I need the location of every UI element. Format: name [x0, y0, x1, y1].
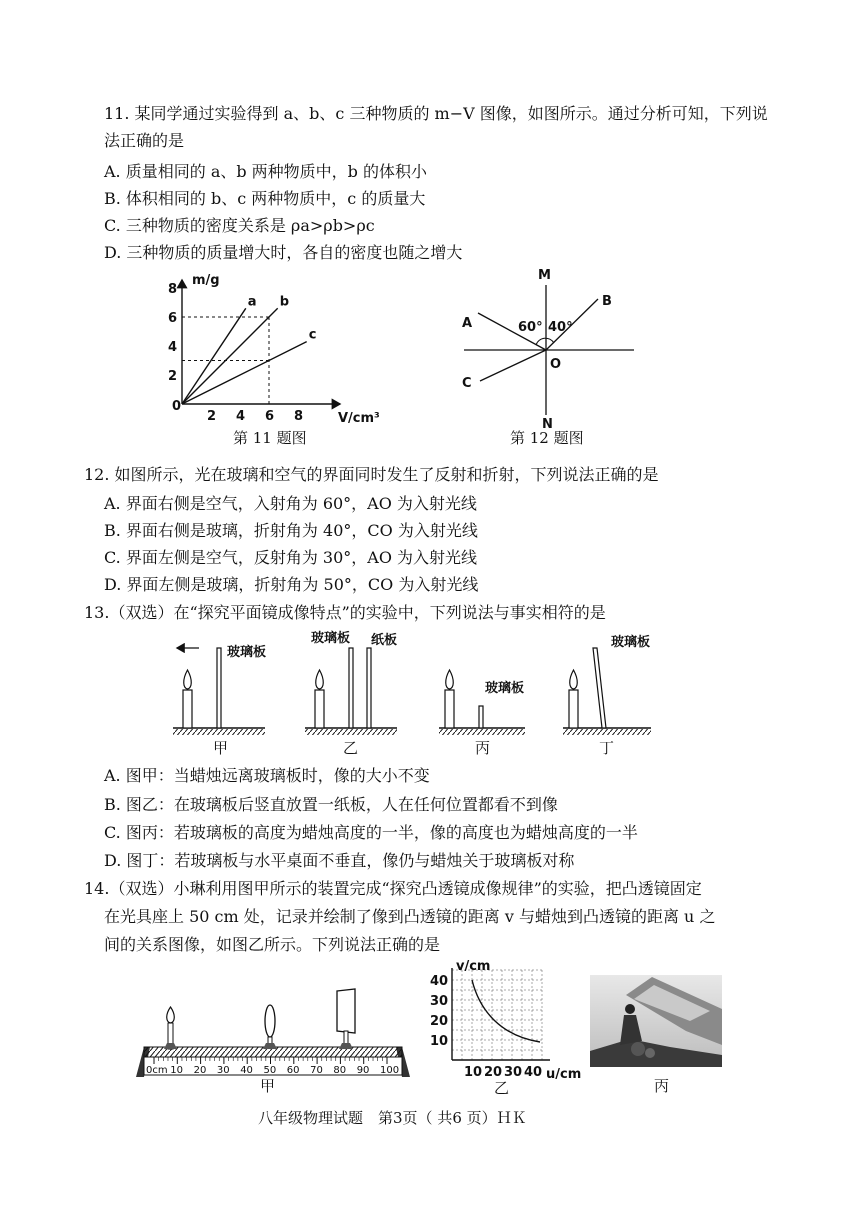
- q12-option-a: A. 界面右侧是空气，入射角为 60°，AO 为入射光线: [104, 494, 477, 513]
- graph-y-tick: 10: [430, 1034, 449, 1049]
- flame: [570, 670, 578, 689]
- label-c: C: [462, 376, 472, 391]
- bench-tick-label: 30: [216, 1065, 230, 1076]
- ray-co: [480, 350, 546, 381]
- candle-flame: [167, 1007, 175, 1023]
- label-b: B: [602, 294, 612, 309]
- q11-option-c: C. 三种物质的密度关系是 ρa>ρb>ρc: [104, 216, 375, 235]
- bench-tick-label: 70: [310, 1065, 323, 1076]
- panel-ding: [563, 634, 651, 735]
- q11-stem-line1: 11. 某同学通过实验得到 a、b、c 三种物质的 m−V 图像，如图所示。通过分析可知，下列说: [104, 104, 768, 123]
- panel-bing: [439, 670, 525, 735]
- q12-option-c: C. 界面左侧是空气，反射角为 30°，AO 为入射光线: [104, 548, 478, 567]
- figure-12-optics-diagram: [450, 265, 650, 430]
- q11-stem-line2: 法正确的是: [104, 131, 185, 150]
- q12-option-d: D. 界面左侧是玻璃，折射角为 50°，CO 为入射光线: [104, 575, 479, 594]
- caption-bing: 丙: [654, 1077, 670, 1095]
- bench-tick-label: 20: [193, 1065, 207, 1076]
- figure-14-photo: [590, 975, 725, 1095]
- figure-11-caption: 第 11 题图: [233, 429, 307, 447]
- glass-label: 玻璃板: [311, 631, 351, 646]
- label-m: M: [538, 268, 551, 283]
- y-axis-label: m/g: [192, 273, 220, 288]
- graph-x-tick: 40: [524, 1065, 543, 1080]
- candle: [445, 690, 454, 728]
- q11-option-b: B. 体积相同的 b、c 两种物质中，c 的质量大: [104, 189, 426, 208]
- flame: [316, 670, 324, 689]
- bench-tick-label: 50: [263, 1065, 277, 1076]
- graph-y-tick: 20: [430, 1014, 449, 1029]
- paper-board: [367, 648, 371, 728]
- y-tick-label: 8: [168, 282, 178, 297]
- glass-label: 玻璃板: [611, 635, 651, 650]
- tilted-glass-plate: [593, 648, 606, 728]
- graph-x-label: u/cm: [546, 1067, 582, 1082]
- bench-tick-label: 90: [356, 1065, 370, 1076]
- figure-14-optical-bench: [130, 985, 415, 1095]
- figure-14-vu-graph: [422, 960, 592, 1095]
- figure-11-mv-chart: [160, 270, 380, 450]
- candle: [315, 690, 324, 728]
- figure-13-mirror-setups: [165, 630, 705, 755]
- glass-plate: [349, 648, 353, 728]
- glass-label: 玻璃板: [485, 681, 525, 696]
- glass-label: 玻璃板: [227, 645, 267, 660]
- q13-option-b: B. 图乙：在玻璃板后竖直放置一纸板，人在任何位置都看不到像: [104, 795, 558, 814]
- candle: [183, 690, 192, 728]
- series-line-a: [182, 308, 246, 404]
- y-tick-label: 2: [168, 369, 178, 384]
- bench-tick-label: 40: [240, 1065, 253, 1076]
- candle: [569, 690, 578, 728]
- label-o: O: [550, 357, 562, 372]
- flame: [184, 670, 192, 689]
- label-n: N: [542, 417, 553, 432]
- q11-option-a: A. 质量相同的 a、b 两种物质中，b 的体积小: [104, 162, 428, 181]
- x-axis-label: V/cm³: [338, 411, 380, 426]
- graph-y-label: v/cm: [456, 959, 491, 974]
- y-tick-label: 6: [168, 311, 178, 326]
- convex-lens: [265, 1005, 275, 1037]
- q13-option-a: A. 图甲：当蜡烛远离玻璃板时，像的大小不变: [104, 766, 430, 785]
- q13-stem: 13.（双选）在“探究平面镜成像特点”的实验中，下列说法与事实相符的是: [84, 603, 606, 622]
- panel-yi: [305, 630, 397, 735]
- y-tick-label: 4: [168, 340, 178, 355]
- bench-tick-label: 60: [286, 1065, 300, 1076]
- q13-option-d: D. 图丁：若玻璃板与水平桌面不垂直，像仍与蜡烛关于玻璃板对称: [104, 851, 575, 870]
- series-label-b: b: [279, 294, 290, 310]
- panel-label-jia: 甲: [213, 739, 229, 757]
- bench-tick-label: 0cm: [146, 1065, 168, 1076]
- caption-yi: 乙: [494, 1079, 510, 1097]
- x-tick-label: 8: [294, 409, 304, 424]
- glass-plate: [217, 648, 221, 728]
- figure-12-caption: 第 12 题图: [510, 429, 584, 447]
- caption-jia: 甲: [260, 1077, 276, 1095]
- origin-label: 0: [172, 399, 182, 414]
- series-line-b: [182, 308, 278, 404]
- graph-x-tick: 10: [464, 1065, 483, 1080]
- x-tick-label: 2: [207, 409, 217, 424]
- x-tick-label: 6: [265, 409, 275, 424]
- q12-stem: 12. 如图所示，光在玻璃和空气的界面同时发生了反射和折射，下列说法正确的是: [84, 465, 659, 484]
- q14-stem-line2: 在光具座上 50 cm 处，记录并绘制了像到凸透镜的距离 v 与蜡烛到凸透镜的距离 u 之: [104, 907, 716, 926]
- bench-tick-label: 10: [170, 1065, 184, 1076]
- graph-y-tick: 40: [430, 974, 449, 989]
- panel-label-ding: 丁: [599, 739, 615, 757]
- flame: [446, 670, 454, 689]
- q12-option-b: B. 界面右侧是玻璃，折射角为 40°，CO 为入射光线: [104, 521, 478, 540]
- light-screen: [337, 989, 355, 1033]
- series-line-c: [182, 342, 307, 404]
- panel-label-yi: 乙: [343, 739, 359, 757]
- bench-tick-label: 80: [333, 1065, 347, 1076]
- page-footer: 八年级物理试题 第3页（ 共6 页）ＨＫ: [258, 1109, 527, 1127]
- label-a: A: [462, 316, 473, 331]
- paper-label: 纸板: [371, 633, 398, 648]
- panel-label-bing: 丙: [475, 739, 491, 757]
- angle-40-label: 40°: [548, 320, 573, 335]
- series-label-c: c: [308, 327, 317, 343]
- x-tick-label: 4: [236, 409, 246, 424]
- q13-option-c: C. 图丙：若玻璃板的高度为蜡烛高度的一半，像的高度也为蜡烛高度的一半: [104, 823, 638, 842]
- person-head: [625, 1004, 635, 1014]
- angle-60-label: 60°: [518, 320, 543, 335]
- q14-stem-line1: 14.（双选）小琳利用图甲所示的装置完成“探究凸透镜成像规律”的实验，把凸透镜固定: [84, 879, 702, 898]
- short-glass-plate: [479, 706, 483, 728]
- graph-x-tick: 30: [504, 1065, 523, 1080]
- graph-x-tick: 20: [484, 1065, 503, 1080]
- graph-y-tick: 30: [430, 994, 449, 1009]
- q11-option-d: D. 三种物质的质量增大时，各自的密度也随之增大: [104, 243, 463, 262]
- panel-jia: [173, 644, 266, 735]
- q14-stem-line3: 间的关系图像，如图乙所示。下列说法正确的是: [104, 935, 441, 954]
- bench-tick-label: 100: [380, 1065, 400, 1076]
- series-label-a: a: [247, 294, 257, 310]
